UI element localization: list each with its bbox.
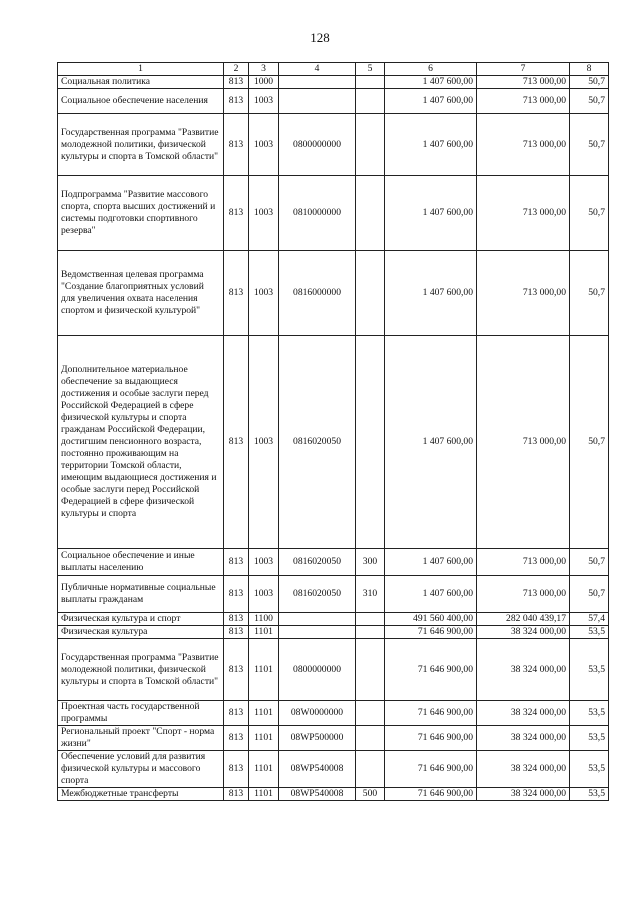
percent-cell: 53,5 [570,639,609,701]
percent-cell: 53,5 [570,751,609,788]
table-row [58,576,609,613]
percent-cell: 53,5 [570,726,609,751]
item-name-cell: Социальное обеспечение и иные выплаты населению [58,549,224,576]
section-code-cell: 1003 [249,89,279,114]
table-row [58,76,609,89]
item-name-cell: Публичные нормативные социальные выплаты гражданам [58,576,224,613]
admin-code-cell: 813 [224,701,249,726]
expense-type-cell [356,251,385,336]
item-name-cell: Обеспечение условий для развития физической культуры и массового спорта [58,751,224,788]
planned-amount-cell: 1 407 600,00 [385,89,477,114]
planned-amount-cell: 71 646 900,00 [385,751,477,788]
percent-cell: 50,7 [570,89,609,114]
planned-amount-cell: 1 407 600,00 [385,176,477,251]
target-article-cell: 08W0000000 [279,701,356,726]
section-code-cell: 1003 [249,176,279,251]
executed-amount-cell: 38 324 000,00 [477,701,570,726]
admin-code-cell: 813 [224,549,249,576]
executed-amount-cell: 713 000,00 [477,176,570,251]
expense-type-cell: 500 [356,788,385,801]
target-article-cell [279,76,356,89]
item-name-cell: Проектная часть государственной программы [58,701,224,726]
item-name-cell: Региональный проект "Спорт - норма жизни" [58,726,224,751]
section-code-cell: 1101 [249,639,279,701]
header-cell-2: 2 [224,63,249,76]
header-cell-7: 7 [477,63,570,76]
target-article-cell: 08WP500000 [279,726,356,751]
percent-cell: 53,5 [570,788,609,801]
item-name-cell: Ведомственная целевая программа "Создание благоприятных условий для увеличения охвата населения спортом и физической культурой" [58,251,224,336]
executed-amount-cell: 38 324 000,00 [477,788,570,801]
executed-amount-cell: 38 324 000,00 [477,726,570,751]
percent-cell: 50,7 [570,76,609,89]
table-row [58,251,609,336]
planned-amount-cell: 1 407 600,00 [385,76,477,89]
expense-type-cell: 310 [356,576,385,613]
admin-code-cell: 813 [224,89,249,114]
expense-type-cell [356,176,385,251]
section-code-cell: 1003 [249,576,279,613]
planned-amount-cell: 71 646 900,00 [385,726,477,751]
item-name-cell: Государственная программа "Развитие молодежной политики, физической культуры и спорта в Томской области" [58,639,224,701]
header-row [58,63,609,76]
admin-code-cell: 813 [224,626,249,639]
budget-table [57,62,609,801]
executed-amount-cell: 713 000,00 [477,336,570,549]
table-row [58,639,609,701]
percent-cell: 50,7 [570,176,609,251]
target-article-cell [279,89,356,114]
section-code-cell: 1003 [249,549,279,576]
admin-code-cell: 813 [224,336,249,549]
admin-code-cell: 813 [224,576,249,613]
section-code-cell: 1000 [249,76,279,89]
expense-type-cell [356,639,385,701]
planned-amount-cell: 1 407 600,00 [385,549,477,576]
expense-type-cell: 300 [356,549,385,576]
executed-amount-cell: 713 000,00 [477,76,570,89]
percent-cell: 50,7 [570,549,609,576]
table-row [58,751,609,788]
target-article-cell: 0816020050 [279,576,356,613]
section-code-cell: 1100 [249,613,279,626]
expense-type-cell [356,613,385,626]
expense-type-cell [356,726,385,751]
target-article-cell: 0800000000 [279,639,356,701]
percent-cell: 50,7 [570,251,609,336]
item-name-cell: Дополнительное материальное обеспечение за выдающиеся достижения и особые заслуги перед Российской Федерацией в сфере физической культуры и спорта гражданам Российской Федерации, достигшим пенсионного возраста, постоянно проживающим на территории Томской области, имеющим выдающиеся достижения и особые заслуги перед Российской Федерацией в сфере физической культуры и спорта [58,336,224,549]
expense-type-cell [356,336,385,549]
planned-amount-cell: 1 407 600,00 [385,251,477,336]
target-article-cell [279,613,356,626]
section-code-cell: 1003 [249,251,279,336]
table-body [58,76,609,801]
planned-amount-cell: 1 407 600,00 [385,336,477,549]
header-cell-8: 8 [570,63,609,76]
table-row [58,176,609,251]
item-name-cell: Физическая культура и спорт [58,613,224,626]
table-row [58,626,609,639]
target-article-cell: 0810000000 [279,176,356,251]
expense-type-cell [356,76,385,89]
header-cell-4: 4 [279,63,356,76]
header-cell-6: 6 [385,63,477,76]
planned-amount-cell: 1 407 600,00 [385,114,477,176]
admin-code-cell: 813 [224,726,249,751]
executed-amount-cell: 282 040 439,17 [477,613,570,626]
target-article-cell: 0816020050 [279,549,356,576]
item-name-cell: Социальное обеспечение населения [58,89,224,114]
target-article-cell: 0800000000 [279,114,356,176]
table-row [58,613,609,626]
planned-amount-cell: 1 407 600,00 [385,576,477,613]
admin-code-cell: 813 [224,76,249,89]
item-name-cell: Подпрограмма "Развитие массового спорта, спорта высших достижений и системы подготовки спортивного резерва" [58,176,224,251]
percent-cell: 50,7 [570,336,609,549]
section-code-cell: 1101 [249,751,279,788]
admin-code-cell: 813 [224,251,249,336]
item-name-cell: Государственная программа "Развитие молодежной политики, физической культуры и спорта в Томской области" [58,114,224,176]
executed-amount-cell: 713 000,00 [477,251,570,336]
section-code-cell: 1101 [249,726,279,751]
item-name-cell: Социальная политика [58,76,224,89]
expense-type-cell [356,626,385,639]
admin-code-cell: 813 [224,176,249,251]
expense-type-cell [356,89,385,114]
target-article-cell: 08WP540008 [279,751,356,788]
executed-amount-cell: 38 324 000,00 [477,626,570,639]
percent-cell: 53,5 [570,626,609,639]
section-code-cell: 1101 [249,626,279,639]
table-row [58,726,609,751]
item-name-cell: Межбюджетные трансферты [58,788,224,801]
admin-code-cell: 813 [224,751,249,788]
executed-amount-cell: 38 324 000,00 [477,751,570,788]
executed-amount-cell: 713 000,00 [477,549,570,576]
table-row [58,788,609,801]
executed-amount-cell: 38 324 000,00 [477,639,570,701]
expense-type-cell [356,751,385,788]
header-cell-1: 1 [58,63,224,76]
table-row [58,114,609,176]
admin-code-cell: 813 [224,788,249,801]
item-name-cell: Физическая культура [58,626,224,639]
table-row [58,89,609,114]
section-code-cell: 1101 [249,701,279,726]
section-code-cell: 1101 [249,788,279,801]
target-article-cell: 08WP540008 [279,788,356,801]
percent-cell: 57,4 [570,613,609,626]
executed-amount-cell: 713 000,00 [477,576,570,613]
planned-amount-cell: 71 646 900,00 [385,626,477,639]
percent-cell: 53,5 [570,701,609,726]
section-code-cell: 1003 [249,336,279,549]
executed-amount-cell: 713 000,00 [477,89,570,114]
target-article-cell: 0816000000 [279,251,356,336]
percent-cell: 50,7 [570,576,609,613]
header-cell-3: 3 [249,63,279,76]
percent-cell: 50,7 [570,114,609,176]
executed-amount-cell: 713 000,00 [477,114,570,176]
planned-amount-cell: 71 646 900,00 [385,639,477,701]
section-code-cell: 1003 [249,114,279,176]
table-row [58,549,609,576]
table-row [58,336,609,549]
admin-code-cell: 813 [224,613,249,626]
expense-type-cell [356,701,385,726]
target-article-cell: 0816020050 [279,336,356,549]
admin-code-cell: 813 [224,639,249,701]
table-row [58,701,609,726]
target-article-cell [279,626,356,639]
expense-type-cell [356,114,385,176]
header-cell-5: 5 [356,63,385,76]
planned-amount-cell: 71 646 900,00 [385,701,477,726]
planned-amount-cell: 491 560 400,00 [385,613,477,626]
admin-code-cell: 813 [224,114,249,176]
planned-amount-cell: 71 646 900,00 [385,788,477,801]
page-number: 128 [310,30,330,45]
